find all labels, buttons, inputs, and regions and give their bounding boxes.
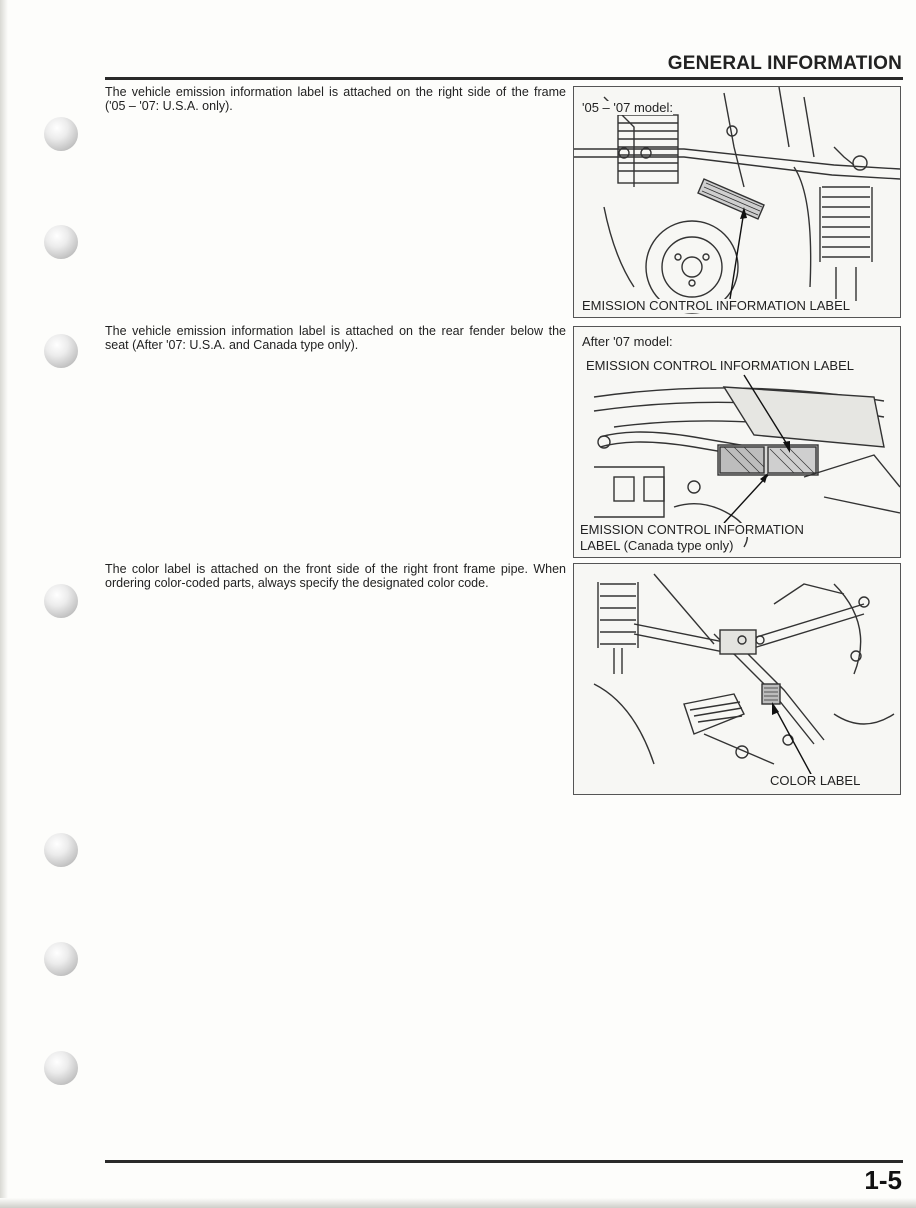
figure-color-label [573, 563, 901, 795]
page-edge [0, 0, 8, 1208]
binder-hole [44, 584, 78, 618]
footer-rule [105, 1160, 903, 1163]
emission-control-label-callout: EMISSION CONTROL INFORMATION LABEL [582, 298, 850, 313]
page-title: GENERAL INFORMATION [667, 53, 902, 74]
page-edge [0, 1198, 916, 1208]
figure-model-caption: After '07 model: [582, 334, 673, 349]
figure-emission-label-fender [573, 326, 901, 558]
front-frame-illustration [574, 564, 900, 794]
emission-control-label-canada-callout: LABEL (Canada type only) [580, 538, 734, 553]
header-rule [105, 77, 903, 80]
binder-hole [44, 833, 78, 867]
color-label-text: The color label is attached on the front side of the right front frame pipe. When ordering color-coded parts, always specify the designated color code. [105, 562, 566, 590]
binder-hole [44, 1051, 78, 1085]
emission-control-label-callout: EMISSION CONTROL INFORMATION LABEL [586, 358, 854, 373]
binder-hole [44, 942, 78, 976]
page-number: 1-5 [864, 1165, 902, 1195]
emission-control-label-canada-callout: EMISSION CONTROL INFORMATION [580, 522, 804, 537]
binder-hole [44, 117, 78, 151]
binder-hole [44, 225, 78, 259]
figure-model-caption: '05 – '07 model: [582, 100, 673, 115]
figure-emission-label-frame [573, 86, 901, 318]
binder-hole [44, 334, 78, 368]
engine-frame-illustration [574, 87, 900, 317]
emission-label-fender-text: The vehicle emission information label is attached on the rear fender below the seat (After '07: U.S.A. and Canada type only). [105, 324, 566, 352]
emission-label-frame-text: The vehicle emission information label is attached on the right side of the frame ('05 – '07: U.S.A. only). [105, 85, 566, 113]
color-label-callout: COLOR LABEL [770, 773, 861, 788]
